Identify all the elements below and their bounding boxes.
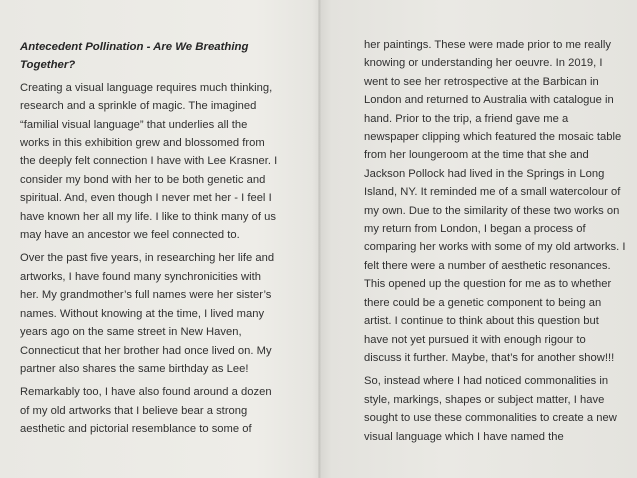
essay-title: Antecedent Pollination - Are We Breathing Together? xyxy=(20,41,249,72)
paragraph-resemblance: Remarkably too, I have also found around a dozen of my old artworks that I believe bear a strong aesthetic and pictorial resemblance to some of xyxy=(20,386,272,436)
left-page xyxy=(0,0,318,478)
paragraph-visual-language: So, instead where I had noticed commonalities in style, markings, shapes or subject matter, I have sought to use these commonalities to create a new visual language which I have named the xyxy=(364,375,617,443)
right-page xyxy=(321,0,637,478)
paragraph-synchronicities: Over the past five years, in researching her life and artworks, I have found many synchronicities with her. My grandmother’s full names were her sister’s names. Without knowing at the time, I lived many years ago on the same street in New Haven, Connecticut that her brother had once lived on. My partner also shares the same birthday as Lee! xyxy=(20,252,275,375)
paragraph-intro: Creating a visual language requires much thinking, research and a sprinkle of magic. The imagined “familial visual language” that underlies all the works in this exhibition grew and blossomed from the deeply felt connection I have with Lee Krasner. I consider my bond with her to be both genetic and spiritual. And, even though I never met her - I feel I have known her all my life. I like to think many of us may have an ancestor we feel connected to. xyxy=(20,81,278,242)
paragraph-retrospective: her paintings. These were made prior to me really knowing or understanding her oeuvre. In 2019, I went to see her retrospective at the Barbican in London and returned to Australia with catalogue in hand. Prior to the trip, a friend gave me a newspaper clipping which featured the mosaic table from her loungeroom at the time that she and Jackson Pollock had lived in the Springs in Long Island, NY. It reminded me of a small watercolour of my own. Due to the similarity of these two works on my return from London, I began a process of comparing her works with some of my old artworks. I felt there were a number of aesthetic resonances. This opened up the question for me as to whether there could be a genetic component to being an artist. I continue to think about this question but have not yet pursued it with enough rigour to discuss it further. Maybe, that’s for another show!!! xyxy=(364,39,626,364)
